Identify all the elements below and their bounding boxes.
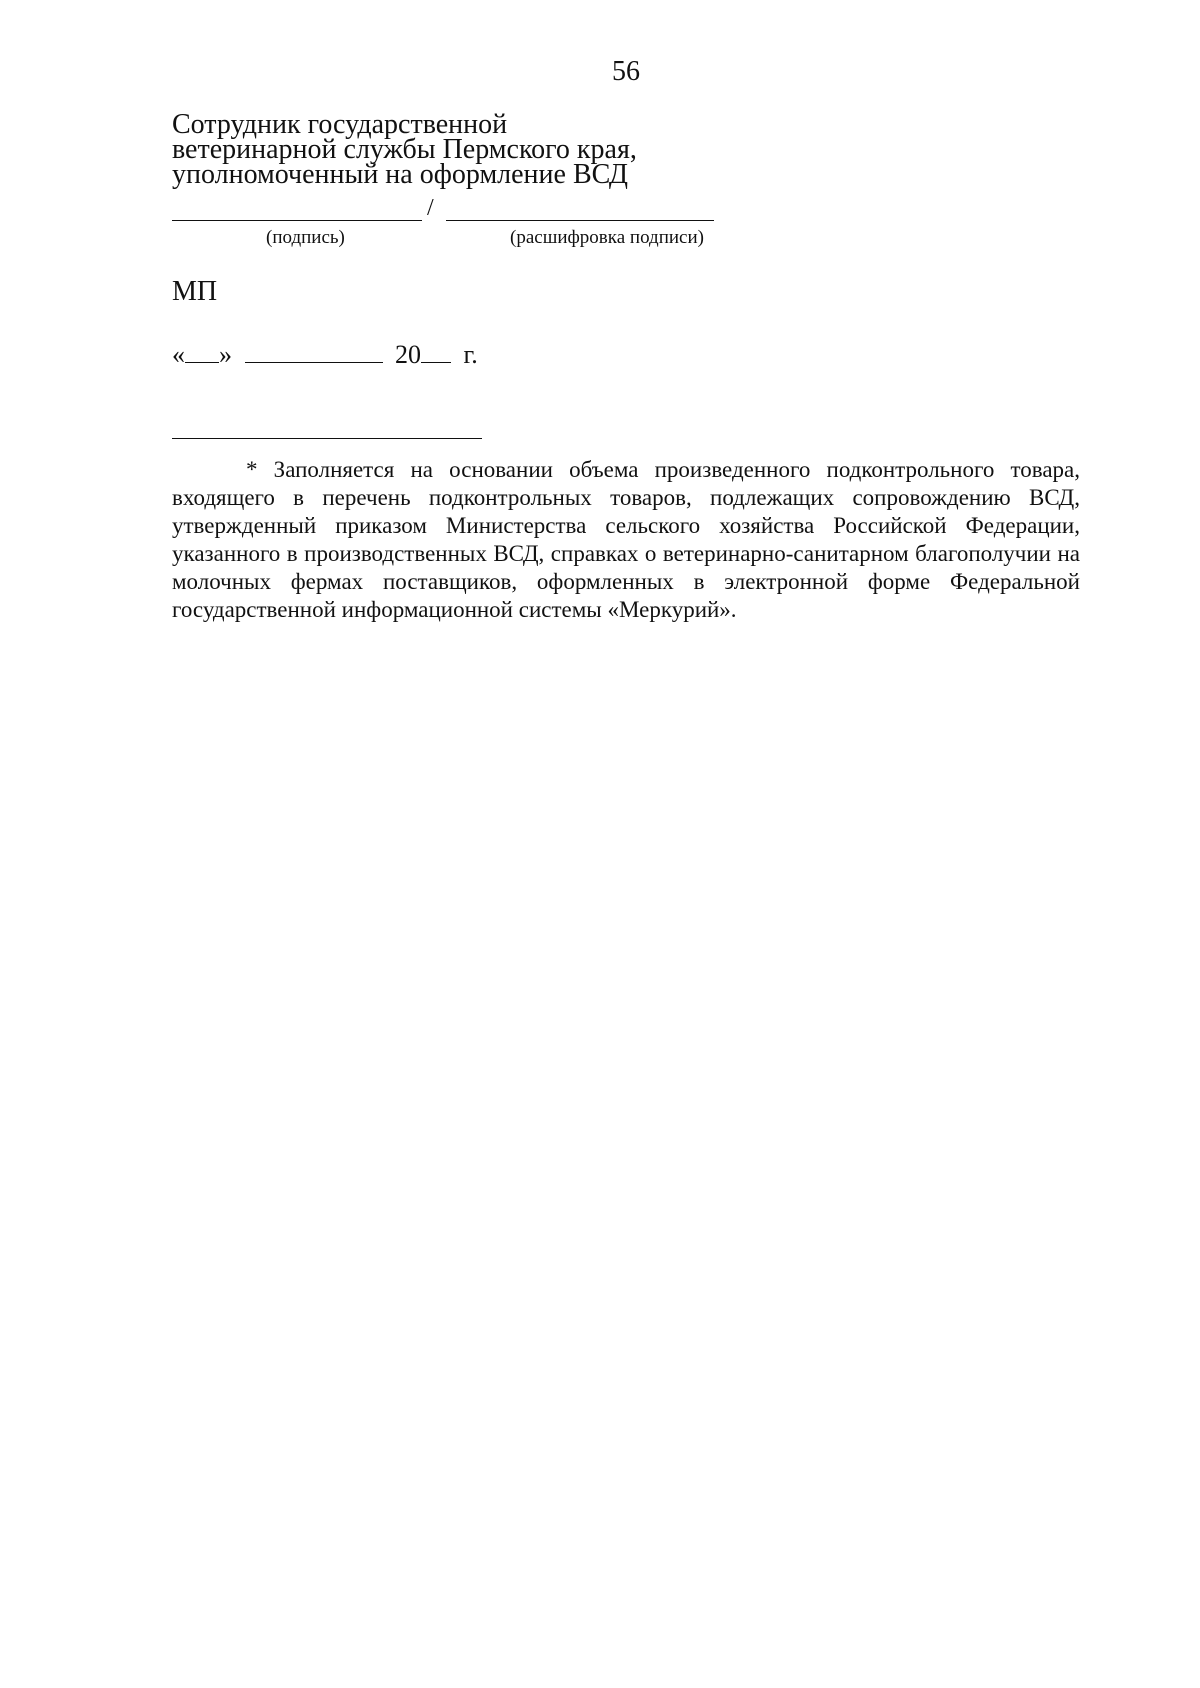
signer-title-line-2: ветеринарной службы Пермского края, [172,134,637,165]
signer-title-line-1: Сотрудник государственной [172,109,508,140]
signature-slash: / [427,195,434,221]
signature-caption: (подпись) [266,227,345,248]
decoding-caption: (расшифровка подписи) [510,227,704,248]
footnote-rule [172,438,482,439]
page-number: 56 [612,56,640,87]
stamp-label: МП [172,276,218,307]
date-month-blank [245,340,383,363]
signature-decoding-line [446,220,714,221]
footnote-text: * Заполняется на основании объема произведенного подконтрольного товара, входящего в перечень подконтрольных товаров, подлежащих сопровождению ВСД, утвержденный приказом Министерства сельского хозяйства Российской Федерации, указанного в производственных ВСД, справках о ветеринарно-санитарном благополучии на молочных фермах поставщиков, оформленных в электронной форме Федеральной государственной информационной системы «Меркурий». [172,457,1080,622]
date-day-blank [185,340,219,363]
signer-title-line-3: уполномоченный на оформление ВСД [172,159,629,190]
date-open-quote: « [172,340,185,369]
signer-title [172,109,637,190]
date-year-prefix: 20 [395,340,421,369]
signature-line [172,220,422,221]
date-close-quote: » [219,340,232,369]
date-year-blank [421,340,451,363]
date-year-suffix: г. [463,340,478,369]
date-row [172,340,478,368]
